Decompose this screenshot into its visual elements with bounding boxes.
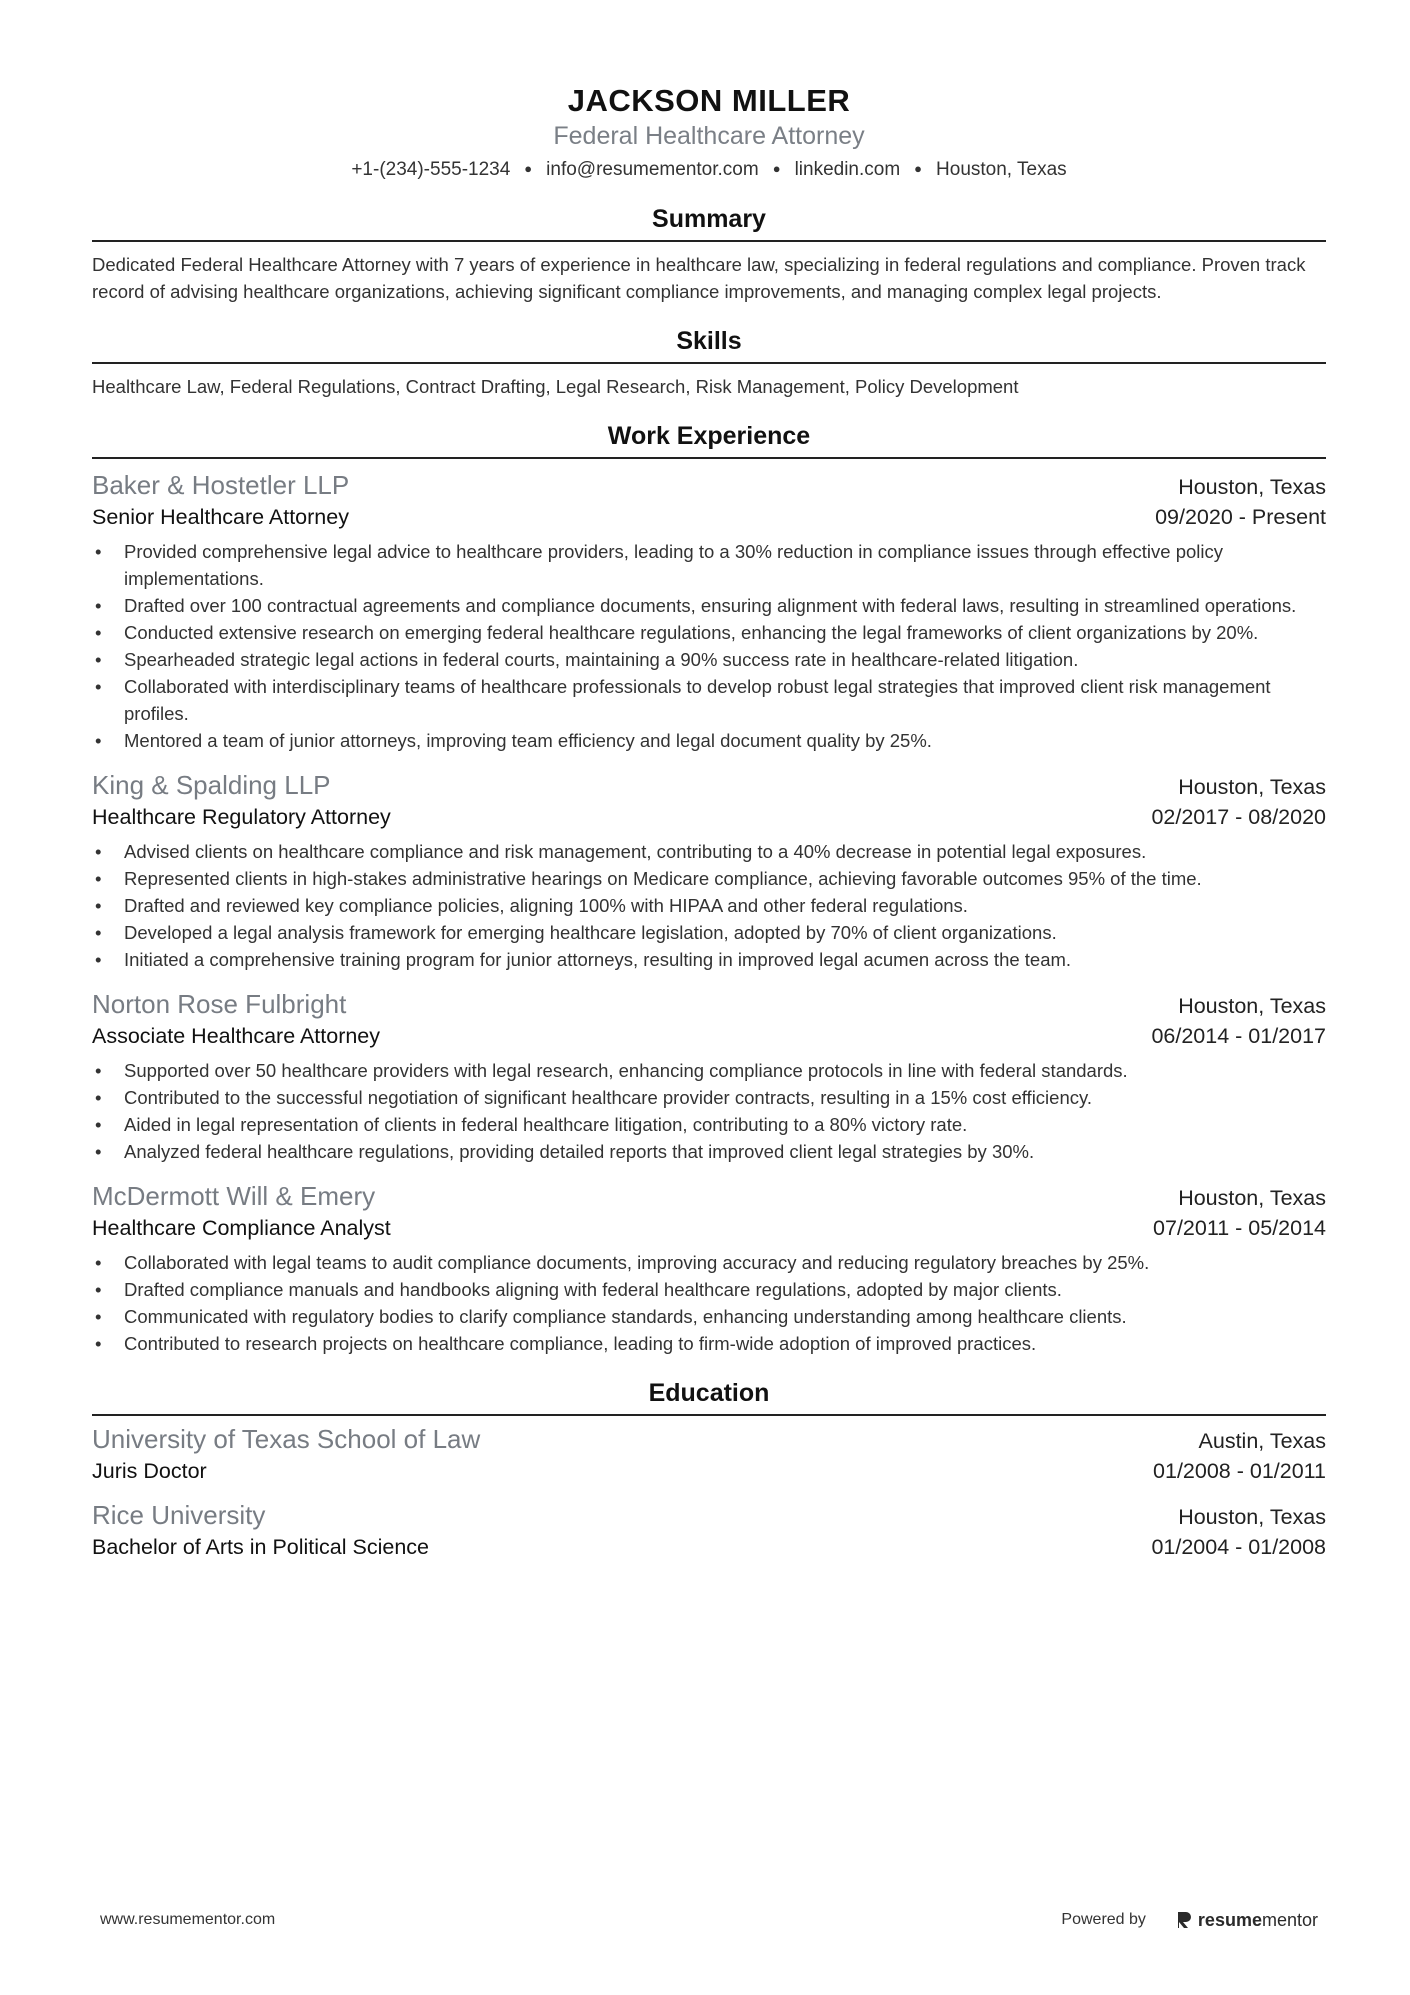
education-entry — [92, 1498, 1326, 1562]
education-location: Austin, Texas — [1198, 1429, 1326, 1453]
job-bullet: • Drafted over 100 contractual agreements and compliance documents, ensuring alignment with federal laws, resulting in streamlined operations. — [92, 592, 1326, 619]
education-list — [92, 1422, 1326, 1562]
job-bullet: • Provided comprehensive legal advice to healthcare providers, leading to a 30% reduction in compliance issues through effective policy implementations. — [92, 538, 1326, 592]
job-location: Houston, Texas — [1178, 1186, 1326, 1210]
page-footer — [100, 1900, 1318, 1940]
job-bullet: • Drafted and reviewed key compliance policies, aligning 100% with HIPAA and other federal regulations. — [92, 892, 1326, 919]
contact-location: Houston, Texas — [936, 159, 1067, 180]
education-degree: Juris Doctor — [92, 1459, 207, 1483]
job-bullet: • Analyzed federal healthcare regulations, providing detailed reports that improved client legal strategies by 30%. — [92, 1138, 1326, 1165]
powered-by — [1061, 1910, 1318, 1931]
experience-heading: Work Experience — [92, 420, 1326, 459]
job-bullet: • Spearheaded strategic legal actions in federal courts, maintaining a 90% success rate in healthcare-related litigation. — [92, 646, 1326, 673]
job-entry — [92, 468, 1326, 754]
summary-text: Dedicated Federal Healthcare Attorney with 7 years of experience in healthcare law, specializing in federal regulations and compliance. Proven track record of advising healthcare organizations, achieving significant compliance improvements, and managing complex legal projects. — [92, 254, 1306, 302]
summary-section — [92, 203, 1326, 305]
job-bullets — [92, 538, 1326, 754]
job-role: Healthcare Compliance Analyst — [92, 1216, 391, 1240]
job-location: Houston, Texas — [1178, 475, 1326, 499]
skills-heading: Skills — [92, 325, 1326, 364]
education-dates: 01/2008 - 01/2011 — [1153, 1459, 1326, 1483]
job-entry — [92, 1179, 1326, 1357]
job-bullets — [92, 1057, 1326, 1165]
job-bullet: • Collaborated with legal teams to audit compliance documents, improving accuracy and reducing regulatory breaches by 25%. — [92, 1249, 1326, 1276]
job-company: McDermott Will & Emery — [92, 1181, 376, 1211]
contact-phone[interactable]: +1-(234)-555-1234 — [351, 159, 511, 180]
job-entry — [92, 987, 1326, 1165]
job-role: Senior Healthcare Attorney — [92, 505, 349, 529]
brand-name-bold: resume — [1197, 1909, 1262, 1930]
job-dates: 02/2017 - 08/2020 — [1151, 805, 1326, 829]
job-bullets — [92, 838, 1326, 973]
job-bullet: • Represented clients in high-stakes administrative hearings on Medicare compliance, achieving favorable outcomes 95% of the time. — [92, 865, 1326, 892]
job-role: Associate Healthcare Attorney — [92, 1024, 381, 1048]
job-bullet: • Developed a legal analysis framework for emerging healthcare legislation, adopted by 70% of client organizations. — [92, 919, 1326, 946]
candidate-name: JACKSON MILLER — [567, 83, 851, 118]
job-role: Healthcare Regulatory Attorney — [92, 805, 391, 829]
education-school: University of Texas School of Law — [92, 1424, 481, 1454]
footer-website-link[interactable]: www.resumementor.com — [100, 1911, 276, 1928]
experience-section — [92, 420, 1326, 1357]
separator-dot-icon: ● — [524, 161, 533, 176]
resumementor-logo-icon — [1176, 1910, 1192, 1930]
brand-name-light: mentor — [1261, 1909, 1318, 1930]
job-company: King & Spalding LLP — [92, 770, 331, 800]
job-bullet: • Supported over 50 healthcare providers with legal research, enhancing compliance protocols in line with federal standards. — [92, 1057, 1326, 1084]
separator-dot-icon: ● — [914, 161, 923, 176]
education-degree: Bachelor of Arts in Political Science — [92, 1535, 429, 1559]
job-bullet: • Communicated with regulatory bodies to clarify compliance standards, enhancing understanding among healthcare clients. — [92, 1303, 1326, 1330]
job-bullet: • Mentored a team of junior attorneys, improving team efficiency and legal document quality by 25%. — [92, 727, 1326, 754]
summary-heading: Summary — [92, 203, 1326, 242]
skills-section — [92, 325, 1326, 400]
contact-email[interactable]: info@resumementor.com — [546, 159, 759, 180]
job-list — [92, 468, 1326, 1357]
candidate-title: Federal Healthcare Attorney — [553, 122, 865, 150]
education-entry — [92, 1422, 1326, 1486]
job-dates: 09/2020 - Present — [1155, 505, 1326, 529]
brand-logo[interactable] — [1176, 1910, 1318, 1931]
job-location: Houston, Texas — [1178, 994, 1326, 1018]
job-bullet: • Conducted extensive research on emerging federal healthcare regulations, enhancing the legal frameworks of client organizations by 20%. — [92, 619, 1326, 646]
job-dates: 06/2014 - 01/2017 — [1151, 1024, 1326, 1048]
education-dates: 01/2004 - 01/2008 — [1151, 1535, 1326, 1559]
skills-text: Healthcare Law, Federal Regulations, Contract Drafting, Legal Research, Risk Management, Policy Development — [92, 376, 1019, 397]
job-bullet: • Contributed to the successful negotiation of significant healthcare provider contracts, resulting in a 15% cost efficiency. — [92, 1084, 1326, 1111]
job-entry — [92, 768, 1326, 973]
education-section — [92, 1377, 1326, 1562]
separator-dot-icon: ● — [772, 161, 781, 176]
job-bullet: • Advised clients on healthcare compliance and risk management, contributing to a 40% decrease in potential legal exposures. — [92, 838, 1326, 865]
contact-line — [92, 156, 1326, 183]
education-heading: Education — [92, 1377, 1326, 1416]
job-bullet: • Initiated a comprehensive training program for junior attorneys, resulting in improved legal acumen across the team. — [92, 946, 1326, 973]
powered-by-label: Powered by — [1061, 1911, 1146, 1928]
job-company: Baker & Hostetler LLP — [92, 470, 350, 500]
education-school: Rice University — [92, 1500, 266, 1530]
job-location: Houston, Texas — [1178, 775, 1326, 799]
job-bullets — [92, 1249, 1326, 1357]
job-bullet: • Collaborated with interdisciplinary teams of healthcare professionals to develop robust legal strategies that improved client risk management profiles. — [92, 673, 1326, 727]
contact-linkedin[interactable]: linkedin.com — [794, 159, 901, 180]
job-dates: 07/2011 - 05/2014 — [1153, 1216, 1326, 1240]
resume-header — [92, 0, 1326, 183]
job-bullet: • Aided in legal representation of clients in federal healthcare litigation, contributing to a 80% victory rate. — [92, 1111, 1326, 1138]
job-company: Norton Rose Fulbright — [92, 989, 347, 1019]
education-location: Houston, Texas — [1178, 1505, 1326, 1529]
job-bullet: • Contributed to research projects on healthcare compliance, leading to firm-wide adoption of improved practices. — [92, 1330, 1326, 1357]
resume-page — [92, 0, 1326, 1562]
job-bullet: • Drafted compliance manuals and handbooks aligning with federal healthcare regulations, adopted by major clients. — [92, 1276, 1326, 1303]
